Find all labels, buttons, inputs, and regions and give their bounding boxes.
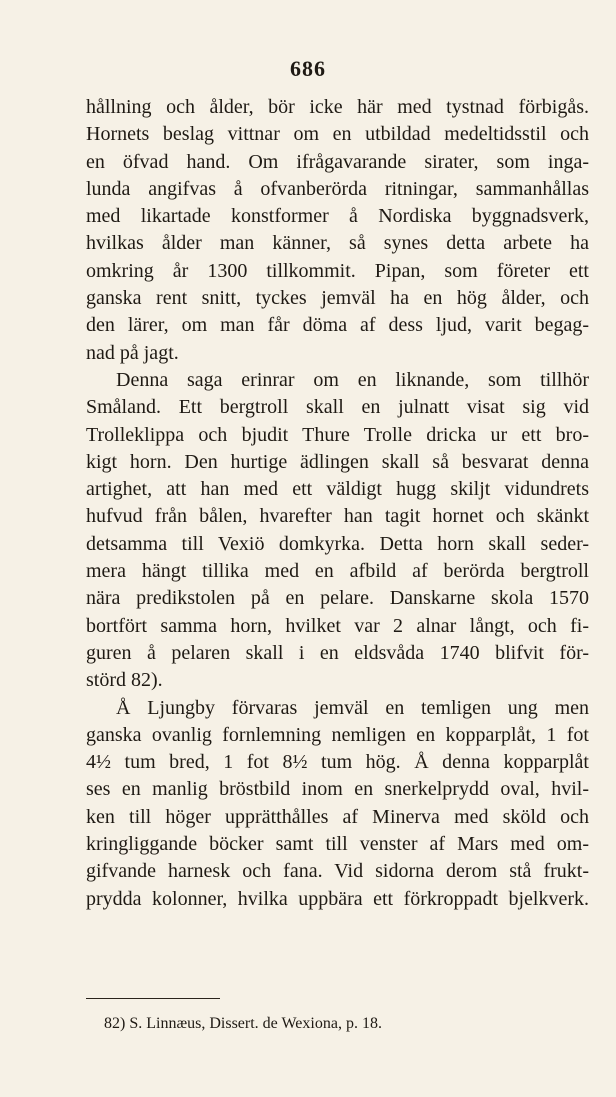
text-line: kringliggande böcker samt till venster af Mars med om- [86,833,589,856]
text-line: hållning och ålder, bör icke här med tystnad förbigås. [86,96,589,118]
text-line: lunda angifvas å ofvanberörda ritningar, sammanhållas [86,177,589,200]
body-text [86,94,589,913]
text-line: med likartade konstformer å Nordiska byggnadsverk, [86,205,589,228]
text-line: guren å pelaren skall i en eldsvåda 1740 blifvit för- [86,641,589,664]
text-line: 4½ tum bred, 1 fot 8½ tum hög. Å denna kopparplåt [86,751,589,774]
text-line: mera hängt tillika med en afbild af berörda bergtroll [86,560,589,583]
text-line: nära predikstolen på en pelare. Danskarne skola 1570 [86,587,589,610]
text-line: detsamma till Vexiö domkyrka. Detta horn skall seder- [86,532,589,555]
text-line: Denna saga erinrar om en liknande, som tillhör [116,368,589,391]
text-line: Hornets beslag vittnar om en utbildad medeltidsstil och [86,123,589,146]
text-line: gifvande harnesk och fana. Vid sidorna derom stå frukt- [86,860,589,883]
text-line: nad på jagt. [86,341,179,364]
text-line: kigt horn. Den hurtige ädlingen skall så besvarat denna [86,450,589,473]
text-line: Småland. Ett bergtroll skall en julnatt visat sig vid [86,396,589,419]
text-line: ses en manlig bröstbild inom en snerkelprydd oval, hvil- [86,778,589,801]
text-line: bortfört samma horn, hvilket var 2 alnar långt, och fi- [86,614,589,637]
text-line: omkring år 1300 tillkommit. Pipan, som företer ett [86,259,589,282]
text-line: hvilkas ålder man känner, så synes detta arbete ha [86,232,589,255]
text-line: prydda kolonner, hvilka uppbära ett förkroppadt bjelkverk. [86,887,589,910]
footnote-rule [86,998,220,999]
text-line: en öfvad hand. Om ifrågavarande sirater, som inga- [86,150,589,173]
text-line: ganska rent snitt, tyckes jemväl ha en hög ålder, och [86,287,589,310]
text-line: artighet, att han med ett väldigt hugg skiljt vidundrets [86,478,589,501]
text-line: ganska ovanlig fornlemning nemligen en kopparplåt, 1 fot [86,723,589,746]
text-line: den lärer, om man får döma af dess ljud, varit begag- [86,314,589,337]
text-line: ken till höger upprätthålles af Minerva med sköld och [86,805,589,828]
text-line: hufvud från bålen, hvarefter han tagit hornet och skänkt [86,505,589,528]
text-line: Trolleklippa och bjudit Thure Trolle dricka ur ett bro- [86,423,589,446]
footnote: 82) S. Linnæus, Dissert. de Wexiona, p. 18. [104,1015,382,1032]
page-number: 686 [290,56,326,81]
text-line: störd 82). [86,669,163,692]
text-line: Å Ljungby förvaras jemväl en temligen ung men [116,696,589,719]
